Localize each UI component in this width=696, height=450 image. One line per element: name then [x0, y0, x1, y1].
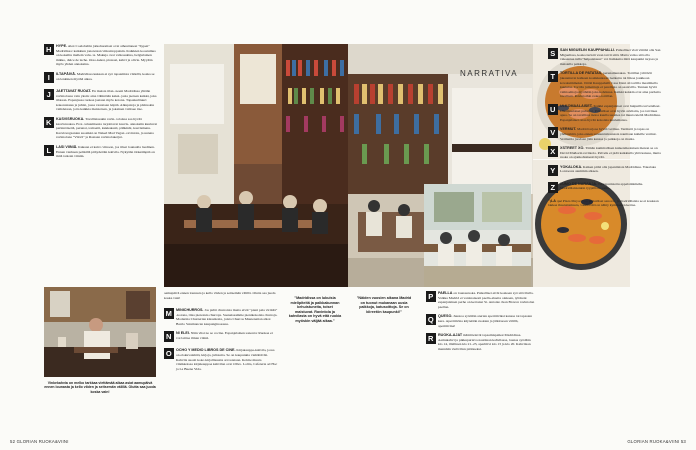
- entry-text: on lounasruoka. Paikalliset eivät koskaan syö sitä illalla. Valkka Madrid ei varsinaisesti paella-aluetta olekaan, tyttäreni espanjalainen perhe on kertonut St. Antonio Juan Bravon ravintolan paellan.: [438, 291, 535, 309]
- entry-heading: QUESO.: [438, 314, 453, 319]
- glossary-entry: [426, 291, 536, 309]
- entry-text: Madridissa kukaan ei syö tapaamista viidellä, koska se on lenkinen myöhä aikaa.: [56, 71, 155, 81]
- entry-letter-badge: U: [548, 104, 558, 115]
- entry-text: Tavallisissakin ravin- tolaissa saa hyvää kasvisruokaa. Erot- teluamisesta tarjoittavat kasvis- annoksiin kuuluvat perinnöisettä, perunat, tomaatti, kukkakaali, pähkinät, kasvismenu. Kasvisvegaanien suosikki on Naked Mad Vegan -ravintola, ja uutena ravintolana "Viirvä" ja Rastaan ravintolaketjut.: [56, 116, 158, 140]
- entry-text: Madrid tarjoaa hyvää vermua. Vermutti ja tapas on yhdistelmä, joka ennen sunnuntailounasta nautitaan kaikille vermut. Vermuttia juodaan jään kanssa ja paikkoja on monia.: [560, 127, 657, 141]
- entry-text: Jos pidät churroista mutta eivät "pieni pala virittää" -kotona, tilaa pienoisia churroja. Saaneissamme pienikokoisia churroja. Modernia Churrerian klassikoita, joista Churros Mautenatian alkoi Barrio Salamancan kaupunginosassa.: [176, 308, 278, 326]
- entry-letter-badge: R: [426, 333, 436, 344]
- entry-heading: ZUMO DE NARANJA.: [560, 181, 598, 186]
- left-photo-cafe-man: [44, 287, 156, 377]
- entry-letter-badge: H: [44, 44, 54, 55]
- entry-letter-badge: Q: [427, 315, 434, 325]
- entry-letter-badge: Z: [548, 182, 558, 193]
- entry-heading: RUOKA-AJAT: [438, 333, 463, 338]
- entry-heading: YOKALOKA.: [560, 164, 583, 169]
- glossary-entry: [44, 72, 158, 84]
- left-text-column: [44, 44, 158, 164]
- entry-text: Kaiken pitää olla japanilaista Madridissa. Yokaloka Lontoosta aiemmin alkaen.: [560, 164, 657, 174]
- glossary-entry: [548, 71, 662, 99]
- glossary-entry: [548, 165, 662, 177]
- entry-text: Juustoa syödään aterian aperitiiviksi kanssa tai tapasten kera. Aperitiivina käytetään ruokien ja jälkiruoan välillä, aperitiivina!: [438, 314, 533, 328]
- right-text-column: [548, 48, 662, 216]
- entry-heading: KASVISRUOKA.: [56, 116, 85, 121]
- left-folio: 52 GLORIAN RUOKA&VIINI: [10, 439, 69, 444]
- glossary-entry: [44, 89, 158, 112]
- entry-letter-badge: N: [164, 331, 174, 342]
- entry-letter-badge: K: [44, 117, 54, 128]
- glossary-entry: [426, 333, 536, 351]
- pull-quote-1: "Madridissa on lukuisia mielipiteitä ja paikkakunnan kehuistuneita, toiset maistuvat. Ravintola ja kahvilasta on hyvä että ruokia myöskin väljää aikaa.": [288, 296, 342, 323]
- entry-text: qué Plaza Mayor!" — paikalliset sanovat, ja madridilaisia se ei koskaan lakkaa ihastuttamasta, vaikka tätä on nähty kymmenen kertaa.: [548, 198, 659, 208]
- entry-heading: XSTREET XO.: [560, 146, 585, 151]
- entry-text: määrittelevät tapaamispaikat Madridissa. Aamukahvi ja pikkupurtava nautitaan kahvilassa, lounas syödään klo 14, illallinen klo 21–23, aperitiivi klo 13 ja klo 20. Kahvilaan mennään vielä illan päätteeksi.: [438, 333, 531, 351]
- entry-heading: SAN MIGUELIN KAUPPAHALLI.: [560, 48, 616, 52]
- entry-letter-badge: X: [548, 146, 558, 157]
- entry-text: Tämän kummallisen kaikenmaalaisen menon se on David Muñozin ravintola. Palvelu ei pidä kaikkialla yhtä kanssa, mutta ruoka on ajankohtaisesti hyvää.: [560, 146, 661, 160]
- entry-heading: NI ELEI.: [176, 331, 190, 336]
- entry-letter-badge: O: [165, 349, 172, 359]
- entry-text: perunamunakas. Tortillan yrittävät jakaantuvat kahteen koulukuntaan: ketkoitu tai liikaa joukkoon kovaksimmeksi. Jättää Kauppahalli Casa Dani oli tortilla maailmalla kuuluisa. Tortilla jumaittuja ei parempia on saatavilla. Tunnen hyviä vaihtoehtoja myöhään joka kohdassa. Kaikki kokkin ovat aina parhaita tavallaan. Ravintoihin raaka-tortillan.: [560, 71, 661, 99]
- glossary-entry: [44, 145, 158, 159]
- entry-text: Kirjakauppa-kahvila, jossa on elokuvalehtiä, kirjoja, julisteita. Se on kaupunkia viehättävää. Kahvila suosii koko kirjallisuutta arvostetaan. Kolme muuta viisikkoisaa kirjakauppaa kahvilan ovat Olivo. Lolita, Cafeteria ad Hoc ja La Buena Vida.: [176, 348, 278, 371]
- entry-letter-badge: T: [548, 71, 558, 82]
- entry-letter-badge: M: [165, 309, 172, 318]
- glossary-entry: [164, 291, 278, 303]
- restaurant-terrace-photo: [424, 184, 531, 287]
- glossary-entry: [548, 127, 662, 141]
- entry-letter-badge: S: [548, 48, 558, 59]
- glossary-entry: [44, 117, 158, 140]
- entry-text: En muista tilan- neeni Madridissa yhtään ravintolassa vain yksin: aina vähintään kaksi- jasia jaetaan kaikki, joka tilataan. Espanjassa ruokaa jaetaan myös kotona. Tapaskulttuuri kokonaisuus ja juhlat, jossa vastataan leipää. Alkupaloja ja pääruokia vaihdetaan, jotta kaikkia maistetaan, ja jokainen valitsee itse.: [56, 88, 157, 112]
- left-photo-caption: Vinkekahvia on melko tarkkaa viettämää aikaa asiat aamupäivä ennen lounasta ja kello viiden ja seitsemän välillä. Olutta saa juoda koska vain!: [44, 381, 156, 394]
- entry-text: Kaikki espanjalaiset ovat huipuilla tervetulleet. Ulkomaalaiset puhuvat. Paikalliset ovat hyvin avuliaita, jos tarvitsee apua. Se on tavallista tietoa kuulla suomea tai muuta kieltä Madridissa. Espanjalaiset ottaa hyvää kokoisia kuulemansa.: [560, 103, 661, 122]
- entry-heading: TORTILLA DE PATATAS,: [560, 71, 603, 76]
- entry-letter-badge: J: [44, 89, 54, 100]
- entry-letter-badge: L: [44, 145, 54, 156]
- entry-text: Kukaan ei kaivo viinoon, jos tilaat lounaalla laadinen. Ennen vanhaan pelikillä pitäydettiin kahvila. Nykyään tärkeämpää on mitä tarkoin viiniin.: [56, 144, 155, 159]
- entry-heading: LASI VIINIÄ.: [56, 144, 78, 149]
- right-pq-column: [426, 291, 536, 357]
- entry-text: Palkalliset visit väittää olla San Miguelissa, koska turistit vaan tarvii siitä. Mutta voiko sitä olla vakaantua tulla "halpalaisuus" voi lisäkkeita mitä kaupunki tarjoaa ja maistella paikkoja.: [560, 48, 661, 66]
- entry-heading: VERMUT.: [560, 127, 577, 132]
- entry-text: Tuorepuristettu appelsiinimehu. Madridilaistenkin tyypillisin aamu.: [560, 181, 644, 191]
- entry-text: Alex Coelobeltin jatkohuomaat ovat aiheuttaneet "hypen" Madridissa: kaikkien jonotetaan viikonloppuisin. Kaikkien koostumus on kokeiltu mellein valu- ta. Makuja ovat valkosuklaa, belgialainen mikko, dulce de leche. Oreo-keksi, pistaasi, kahvi ja olivia. Myyään myös yhden annoksina.: [56, 44, 156, 67]
- entry-heading: ILTAPÄIVÄ.: [56, 71, 76, 76]
- glossary-entry: [164, 348, 278, 371]
- right-folio: GLORIAN RUOKA&VIINI 53: [627, 439, 686, 444]
- glossary-entry: [164, 331, 278, 343]
- glossary-entry: [548, 104, 662, 122]
- bookstore-cafe-photo: [164, 44, 348, 287]
- entry-letter-badge: I: [44, 72, 54, 83]
- entry-heading: OCHO Y MEDIO LIBROS DE CINE.: [176, 348, 236, 353]
- entry-letter-badge: P: [426, 291, 436, 302]
- glossary-entry: [548, 146, 662, 160]
- entry-letter-badge: V: [548, 127, 558, 138]
- glossary-entry: [548, 48, 662, 66]
- glossary-entry: [426, 314, 536, 328]
- entry-text: aamupäivä ennen lounasta ja kello viiden ja seitsemän välillä. Olutta saa juoda koska vain!: [164, 291, 276, 300]
- pull-quote-2: "Näiden vuosien aikana Madrid on tuonut mukanaan uusia paikkoja, katusoittoja. Se on kiireetön kaupunki!": [356, 296, 412, 314]
- entry-heading: "¡LA: [548, 198, 556, 203]
- entry-heading: ULKOMAALAISET.: [560, 103, 593, 108]
- glossary-entry: [164, 308, 278, 326]
- entry-text: Näin viisi no se cocina. Espanjalainen sanonta: Ruokaa ei voi laittaa ilman viiniä.: [176, 331, 273, 340]
- glossary-entry: [548, 199, 662, 211]
- entry-heading: PAELLA: [438, 291, 453, 295]
- storefront-sign: NARRATIVA: [460, 69, 519, 78]
- entry-heading: HYPE.: [56, 44, 68, 48]
- glossary-entry: [548, 182, 662, 194]
- right-page: [348, 0, 696, 450]
- entry-heading: JAETTAVAT RUOAT.: [56, 88, 92, 93]
- left-lower-text-column: [164, 291, 278, 376]
- entry-letter-badge: Y: [548, 165, 558, 176]
- glossary-entry: [44, 44, 158, 67]
- entry-heading: MINICHURROS.: [176, 308, 204, 312]
